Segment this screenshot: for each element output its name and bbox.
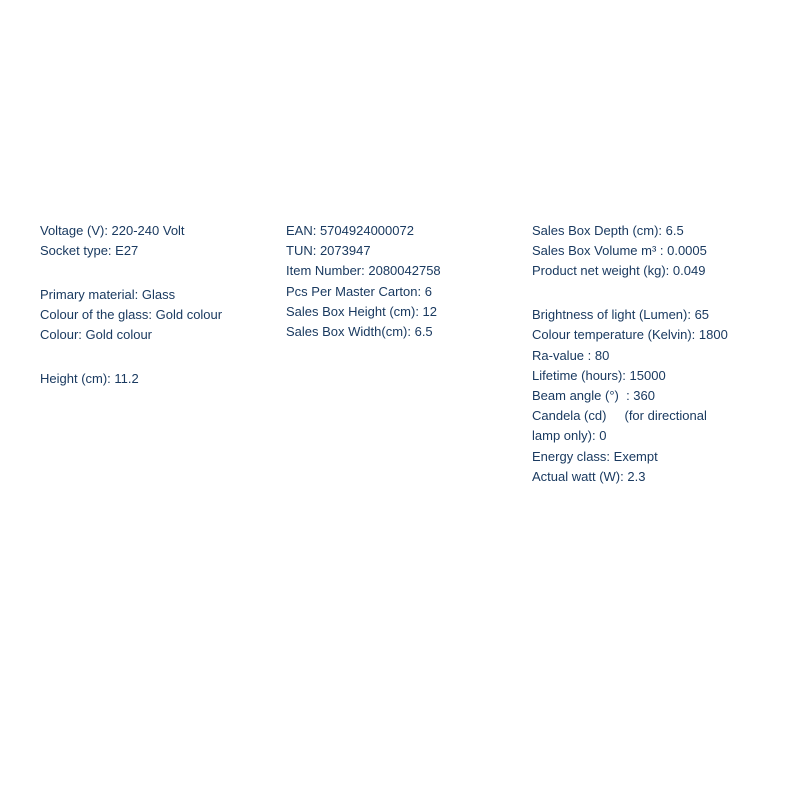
spec-column-1 xyxy=(40,221,270,413)
spec-column-3 xyxy=(532,221,782,510)
packaging-group xyxy=(532,221,782,282)
dimensions-group xyxy=(40,369,270,389)
tun-spec: TUN: 2073947 xyxy=(286,243,371,259)
beam-angle-spec: Beam angle (°) : 360 xyxy=(532,387,655,403)
actual-watt-spec: Actual watt (W): 2.3 xyxy=(532,468,646,484)
sales-box-depth-spec: Sales Box Depth (cm): 6.5 xyxy=(532,223,684,238)
lifetime-spec: Lifetime (hours): 15000 xyxy=(532,367,666,383)
electrical-group xyxy=(40,221,270,261)
pcs-per-carton-spec: Pcs Per Master Carton: 6 xyxy=(286,283,432,299)
ra-value-spec: Ra-value : 80 xyxy=(532,347,610,363)
colour-spec: Colour: Gold colour xyxy=(40,327,152,343)
height-spec: Height (cm): 11.2 xyxy=(40,371,139,387)
sales-box-height-spec: Sales Box Height (cm): 12 xyxy=(286,303,438,319)
socket-type-spec: Socket type: E27 xyxy=(40,243,139,259)
brightness-spec: Brightness of light (Lumen): 65 xyxy=(532,307,710,323)
candela-spec: Candela (cd) (for directional lamp only): 0 xyxy=(532,408,711,444)
net-weight-spec: Product net weight (kg): 0.049 xyxy=(532,263,706,279)
spec-column-2 xyxy=(286,221,516,366)
sales-box-volume-spec: Sales Box Volume m³ : 0.0005 xyxy=(532,243,707,259)
energy-class-spec: Energy class: Exempt xyxy=(532,448,658,464)
ean-spec: EAN: 5704924000072 xyxy=(286,223,414,238)
primary-material-spec: Primary material: Glass xyxy=(40,286,176,302)
material-group xyxy=(40,285,270,346)
sales-box-width-spec: Sales Box Width(cm): 6.5 xyxy=(286,324,433,340)
colour-temperature-spec: Colour temperature (Kelvin): 1800 xyxy=(532,327,728,343)
identification-group xyxy=(286,221,516,342)
lighting-group xyxy=(532,305,782,487)
glass-colour-spec: Colour of the glass: Gold colour xyxy=(40,307,223,323)
voltage-spec: Voltage (V): 220-240 Volt xyxy=(40,223,185,238)
item-number-spec: Item Number: 2080042758 xyxy=(286,263,441,279)
